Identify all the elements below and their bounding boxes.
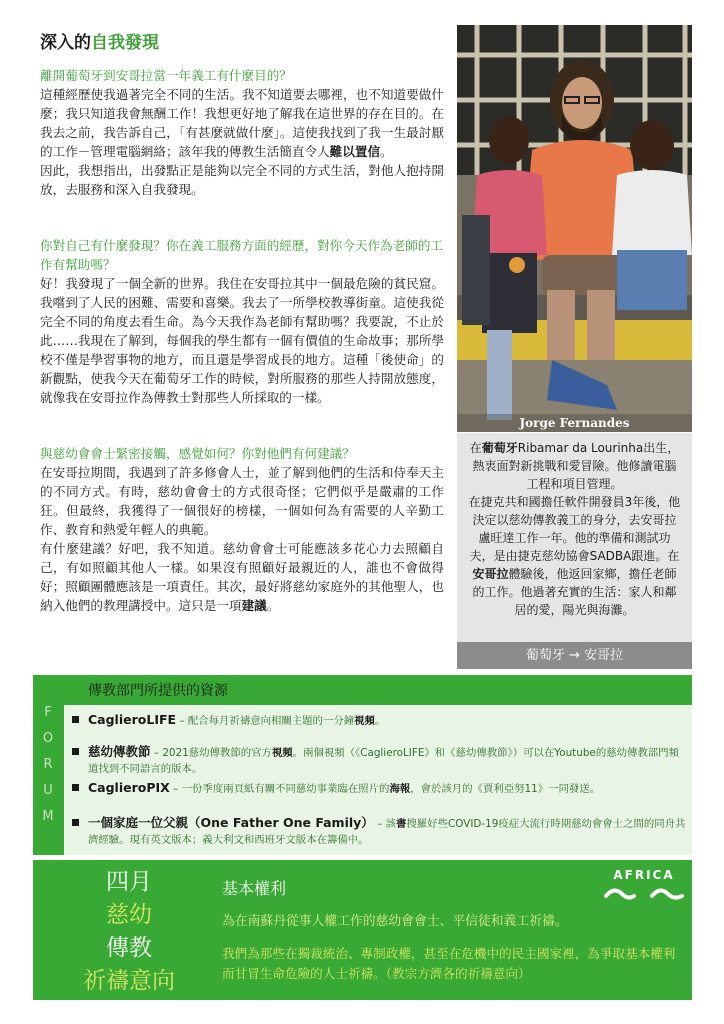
volunteer-photo xyxy=(457,25,692,432)
bio-p2-c: 體驗後，他返回家鄉，擔任老師的工作。他過著充實的生活：家人和鄰居的愛，陽光與海灘。 xyxy=(472,567,677,617)
photo-illustration xyxy=(457,25,692,432)
resource-name: 慈幼傳教節 xyxy=(88,744,151,759)
prayer-intention-2: 我們為那些在獨裁統治、專制政權，甚至在危機中的民主國家裡，為爭取基本權利而甘冒生命危險的人士祈禱。（教宗方濟各的祈禱意向） xyxy=(222,946,676,981)
forum-letter: M xyxy=(42,809,54,824)
forum-side-letters xyxy=(33,700,63,830)
africa-wave-icon xyxy=(600,882,688,908)
bullet-square-icon xyxy=(72,819,79,826)
resource-bold: 視頻 xyxy=(271,747,293,759)
bullet-square-icon xyxy=(72,748,79,755)
answer-3-bold: 建議 xyxy=(241,598,267,613)
bio-p1-bold: 葡萄牙 xyxy=(481,441,518,455)
bullet-square-icon xyxy=(72,784,79,791)
qa-block-2 xyxy=(40,236,444,407)
resource-bold: 書 xyxy=(396,818,407,830)
region-badge xyxy=(600,868,688,912)
prayer-month: 四月 xyxy=(106,869,152,895)
answer-3-part-1: 在安哥拉期間，我遇到了許多修會人士，並了解到他們的生活和侍奉天主的不同方式。有時，慈幼會會士的方式很奇怪；它們似乎是嚴肅的工作狂。但最終，我獲得了一個很好的榜樣，一個如何為有需要的人辛勤工作、教育和熱愛年輕人的典範。 xyxy=(40,465,444,537)
forum-letter: R xyxy=(43,757,53,772)
route-label: 葡萄牙 → 安哥拉 xyxy=(457,642,692,669)
bio-p1-a: 在 xyxy=(469,441,482,455)
region-label: AFRICA xyxy=(613,868,675,882)
resource-end: 。兩個視頻（《CaglieroLIFE》和《慈幼傳教節》）可以在Youtube的慈幼傳教部門頻道找到不同語言的版本。 xyxy=(88,747,679,775)
answer-3-text: 有什麼建議？好吧，我不知道。慈幼會會士可能應該多花心力去照顧自己，有如照顧其他人一樣。如果沒有照顧好最親近的人，誰也不會做得好；照顧團體應該是一項責任。其次，最好將慈幼家庭外的其他聖人，也納入他們的教理講授中。這只是一項 xyxy=(40,541,444,613)
resource-item-mission-day xyxy=(72,744,687,777)
answer-1-end: 。 xyxy=(380,144,393,159)
prayer-line-4: 祈禱意向 xyxy=(83,968,175,994)
resource-name: CaglieroPIX xyxy=(88,780,170,795)
forum-letter: F xyxy=(44,705,52,720)
bullet-square-icon xyxy=(72,716,79,723)
resource-bold: 視頻 xyxy=(354,715,375,727)
qa-block-3 xyxy=(40,444,444,615)
forum-letter: O xyxy=(42,731,54,746)
resource-text: – 2021慈幼傳教節的官方 xyxy=(150,747,272,759)
answer-1-bold: 難以置信 xyxy=(329,144,381,159)
prayer-line-2: 慈幼 xyxy=(106,902,152,928)
bio-p1-c: Ribamar da Lourinha出生，熱衷面對新挑戰和愛冒險。他修讀電腦工程和項目管理。 xyxy=(472,441,680,491)
answer-1-text: 這種經歷使我過著完全不同的生活。我不知道要去哪裡，也不知道要做什麼；我只知道我會無酬工作！我想更好地了解我在這世界的存在目的。在我去之前，我告訴自己，「有甚麼就做什麼」。這使我找到了我一生最討厭的工作－管理電腦網絡；該年我的傳教生活簡直令人 xyxy=(40,87,444,159)
bio-p2-a: 在捷克共和國擔任軟件開發員3年後，他決定以慈幼傳教義工的身分，去安哥拉盧旺達工作一年。他的準備和測試功夫，是由捷克慈幼協會SADBA跟進。在 xyxy=(468,495,681,563)
answer-1-part-1 xyxy=(40,85,444,161)
bio-paragraph-1 xyxy=(467,439,682,493)
article-title xyxy=(40,28,159,53)
title-prefix: 深入的 xyxy=(40,33,91,53)
resource-end: 搜羅好些COVID-19疫症大流行時期慈幼會會士之間的同舟共濟經驗。現有英文版本；義大利文和西班牙文版本在籌備中。 xyxy=(88,818,686,846)
prayer-title: 基本權利 xyxy=(222,879,287,898)
forum-letter: U xyxy=(43,783,53,798)
bio-p2-bold: 安哥拉 xyxy=(472,567,509,581)
photo-caption: Jorge Fernandes xyxy=(457,414,692,432)
resource-item-one-father-one-family xyxy=(72,815,687,848)
answer-1-part-2: 因此，我想指出，出發點正是能夠以完全不同的方式生活，對他人抱持開放，去服務和深入自我發現。 xyxy=(40,163,444,197)
answer-3-part-2 xyxy=(40,539,444,615)
resource-bold: 海報 xyxy=(389,783,411,795)
resource-item-caglierolife xyxy=(72,712,687,729)
forum-title: 傳教部門所提供的資源 xyxy=(88,683,228,699)
question-2: 你對自己有什麼發現？你在義工服務方面的經歷，對你今天作為老師的工作有幫助嗎？ xyxy=(40,238,443,272)
resource-item-caglieropix xyxy=(72,780,687,797)
title-highlight: 自我發現 xyxy=(91,33,159,53)
resource-name: CaglieroLIFE xyxy=(88,712,177,727)
answer-2: 好！我發現了一個全新的世界。我住在安哥拉其中一個最危險的貧民窟。我嚐到了人民的困難、需要和喜樂。我去了一所學校教導街童。這使我從完全不同的角度去看生命。為今天我作為老師有幫助嗎？我要說，不止於此……我現在了解到，每個我的學生都有一個有價值的生命故事；那所學校不僅是學習事物的地方，而且還是學習成長的地方。這種「後使命」的新觀點，使我今天在葡萄牙工作的時候，對所服務的那些人持開放態度，就像我在安哥拉作為傳教士對那些人所採取的一樣。 xyxy=(40,276,444,405)
prayer-intention-1: 為在南蘇丹從事人權工作的慈幼會會士、平信徒和義工祈禱。 xyxy=(222,914,568,929)
resource-end: 。 xyxy=(374,715,386,727)
resource-text: – 該 xyxy=(373,818,397,830)
prayer-line-3: 傳教 xyxy=(106,935,152,961)
resource-name: 一個家庭一位父親（One Father One Family） xyxy=(88,815,374,830)
qa-block-1 xyxy=(40,66,444,199)
profile-bio xyxy=(457,433,692,642)
answer-3-end: 。 xyxy=(266,598,280,613)
bio-paragraph-2 xyxy=(467,493,682,619)
question-1: 離開葡萄牙到安哥拉當一年義工有什麼目的？ xyxy=(40,68,292,83)
resource-text: – 配合每月祈禱意向相關主題的一分鐘 xyxy=(176,715,355,727)
resource-text: – 一份季度兩頁紙有關不同慈幼事業臨在照片的 xyxy=(169,783,390,795)
resource-end: ，會於該月的《賈利亞努11》一同發送。 xyxy=(410,783,601,795)
prayer-heading xyxy=(44,866,214,998)
question-3: 與慈幼會會士緊密接觸，感覺如何？你對他們有何建議？ xyxy=(40,446,355,461)
